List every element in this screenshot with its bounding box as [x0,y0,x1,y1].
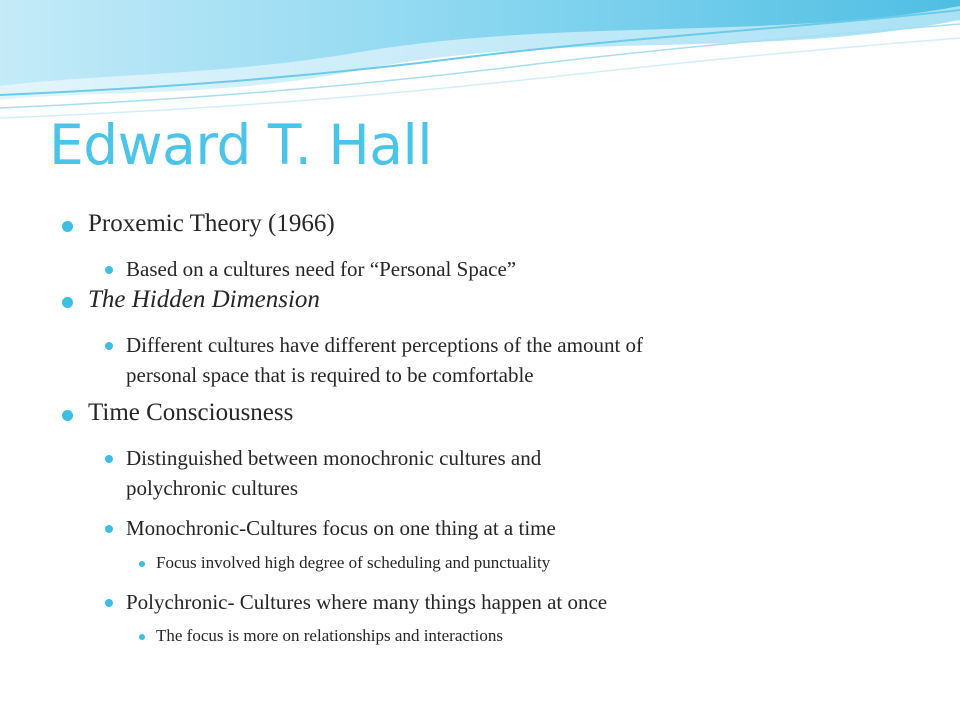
bullet-text-line-2: personal space that is required to be comfortable [126,363,534,387]
bullet-text: Monochronic-Cultures focus on one thing at a time [126,516,556,540]
bullet-dot-icon [105,525,113,533]
bullet-dot-icon [139,561,145,567]
bullet-dot-icon [105,342,113,350]
bullet-different-cultures [126,330,643,390]
bullet-dot-icon [62,297,73,308]
bullet-text: Proxemic Theory (1966) [88,210,335,237]
decorative-wave-banner [0,0,960,130]
bullet-relationships [156,626,503,646]
bullet-proxemic-theory [88,210,335,238]
bullet-dot-icon [62,221,73,232]
bullet-text-line-1: Different cultures have different perceptions of the amount of [126,333,644,357]
bullet-text: Based on a cultures need for “Personal Space” [126,257,517,281]
bullet-text: The Hidden Dimension [88,286,320,313]
bullet-time-consciousness [88,399,293,427]
bullet-personal-space [126,254,516,284]
bullet-dot-icon [62,410,73,421]
bullet-text: The focus is more on relationships and interactions [156,626,503,645]
bullet-polychronic [126,587,607,617]
slide-title: Edward T. Hall [49,113,433,177]
bullet-hidden-dimension [88,286,320,314]
bullet-text-line-1: Distinguished between monochronic cultures and [126,446,542,470]
bullet-monochronic [126,513,556,543]
bullet-text: Focus involved high degree of scheduling and punctuality [156,553,551,572]
bullet-dot-icon [139,634,145,640]
bullet-distinguished [126,443,541,503]
bullet-text: Time Consciousness [88,399,294,426]
bullet-dot-icon [105,266,113,274]
bullet-text-line-2: polychronic cultures [126,476,299,500]
bullet-dot-icon [105,455,113,463]
bullet-dot-icon [105,599,113,607]
bullet-scheduling [156,553,550,573]
bullet-text: Polychronic- Cultures where many things happen at once [126,590,608,614]
